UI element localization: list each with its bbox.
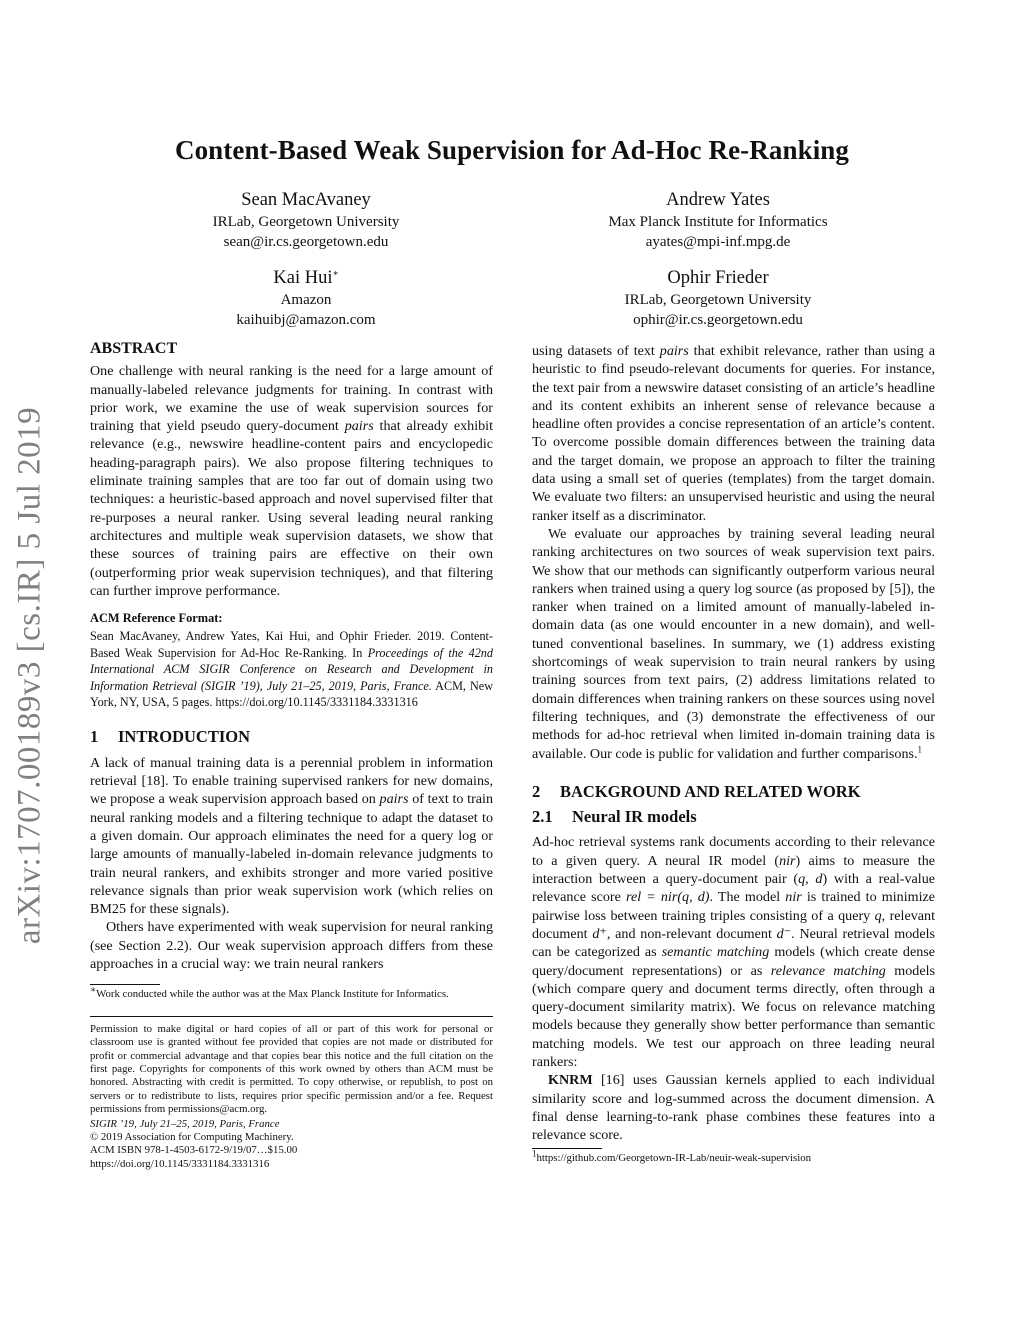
author-email: ophir@ir.cs.georgetown.edu (633, 312, 803, 328)
abstract-heading: ABSTRACT (90, 340, 178, 357)
author-block-2 (518, 188, 918, 252)
intro-paragraph-3: using datasets of text pairs that exhibit relevance, rather than using a heuristic to find pseudo-relevant documents for queries. For instance, the text pair from a newswire dataset consisting of an article’s headline and its content exhibits an inherent sense of relevance because a headline often provides a concise representation of an article’s content. To overcome possible domain differences between the training data and the target domain, we propose an approach to filter the training data using a small set of queries (templates) from the target domain. We evaluate two filters: an unsupervised heuristic and using the neural ranker itself as a discriminator. (532, 343, 935, 524)
venue-line: SIGIR ’19, July 21–25, 2019, Paris, France (90, 1117, 280, 1130)
intro-paragraph-4: We evaluate our approaches by training several leading neural ranking architectures on two sources of weak supervision text pairs. We show that our methods can significantly outperform various neural rankers when trained using a query log source (as proposed by [5]), the ranker when trained on a limited amount of manually-labeled in-domain data (as one would encounter in a new domain), and well-tuned conventional baselines. In summary, we (1) address existing shortcomings of weak supervision to train neural rankers by using training sources from text pairs, (2) address limitations related to domain differences when training rankers on these sources using novel filtering techniques, and (3) demonstrate the effectiveness of our methods for ad-hoc retrieval when limited in-domain training data is available. Our code is public for validation and further comparisons.$^1$ (532, 525, 935, 762)
section-heading-background: 2 BACKGROUND AND RELATED WORK (532, 781, 861, 801)
arxiv-stamp: arXiv:1707.00189v3 [cs.IR] 5 Jul 2019 (11, 406, 48, 945)
footnote-mark: ∗ (332, 267, 339, 278)
footnote-rule (532, 1148, 602, 1149)
author-name: Sean MacAvaney (241, 190, 371, 210)
author-email: sean@ir.cs.georgetown.edu (223, 234, 389, 250)
subsection-heading-neural-ir: 2.1 Neural IR models (532, 807, 697, 827)
author-name: Kai Hui∗ (273, 267, 339, 288)
permission-block (90, 1023, 493, 1171)
footnote-mark: 1 (917, 743, 922, 754)
acm-ref-text: Sean MacAvaney, Andrew Yates, Kai Hui, and Ophir Frieder. 2019. Content-Based Weak Supervision for Ad-Hoc Re-Ranking. In Proceedings of the 42nd International ACM SIGIR Conference on Research and Development in Information Retrieval (SIGIR ’19), July 21–25, 2019, Paris, France. ACM, New York, NY, USA, 5 pages. https://doi.org/10.1145/3331184.3331316 (90, 629, 493, 710)
author-block-3 (106, 266, 506, 330)
acm-ref-heading: ACM Reference Format: (90, 611, 223, 626)
footnote-1: $^1$https://github.com/Georgetown-IR-Lab/neuir-weak-supervision (532, 1148, 812, 1165)
footnote-star: ∗Work conducted while the author was at the Max Planck Institute for Informatics. (90, 984, 449, 1001)
doi-line: https://doi.org/10.1145/3331184.3331316 (90, 1157, 270, 1170)
left-column (90, 340, 493, 1171)
right-column (532, 342, 935, 1166)
author-name: Andrew Yates (666, 190, 770, 210)
author-affiliation: Amazon (280, 292, 332, 308)
author-block-1 (106, 188, 506, 252)
abstract-text: One challenge with neural ranking is the need for a large amount of manually-labeled relevance judgments for training. In contrast with prior work, we examine the use of weak supervision sources for training that yield pseudo query-document pairs that already exhibit relevance (e.g., newswire headline-content pairs and encyclopedic heading-paragraph pairs). We also propose filtering techniques to eliminate training samples that are too far out of domain using two techniques: a heuristic-based approach and novel supervised filter that re-purposes a neural ranker. Using several leading neural ranking architectures and multiple weak supervision datasets, we show that these sources of training pairs are effective on their own (outperforming prior weak supervision techniques), and that filtering can further improve performance. (90, 363, 493, 599)
author-affiliation: IRLab, Georgetown University (624, 292, 812, 308)
author-affiliation: IRLab, Georgetown University (212, 214, 400, 230)
permission-rule (90, 1016, 493, 1017)
neural-ir-paragraph: Ad-hoc retrieval systems rank documents according to their relevance to a given query. A neural IR model (nir) aims to measure the interaction between a query-document pair (q, d) with a real-value relevance score rel = nir(q, d). The model nir is trained to minimize pairwise loss between training triples consisting of a query q, relevant document d⁺, and non-relevant document d⁻. Neural retrieval models can be categorized as semantic matching models (which create dense query/document representations) or as relevance matching models (which compare query and document terms directly, often through a query-document similarity matrix). We focus on relevance matching models because they generally show better performance than semantic matching models. We test our approach on three leading neural rankers: (532, 834, 936, 1070)
intro-paragraph-2: Others have experimented with weak supervision for neural ranking (see Section 2.2). Our weak supervision approach differs from these approaches in a crucial way: we train neural rankers (90, 919, 493, 973)
permission-text: Permission to make digital or hard copies of all or part of this work for personal or classroom use is granted without fee provided that copies are not made or distributed for profit or commercial advantage and that copies bear this notice and the full citation on the first page. Copyrights for components of this work owned by others than ACM must be honored. Abstracting with credit is permitted. To copy otherwise, or republish, to post on servers or to redistribute to lists, requires prior specific permission and/or a fee. Request permissions from permissions@acm.org. (90, 1022, 493, 1116)
author-email: ayates@mpi-inf.mpg.de (645, 234, 791, 250)
intro-paragraph-1: A lack of manual training data is a perennial problem in information retrieval [18]. To enable training supervised rankers for new domains, we propose a weak supervision approach based on pairs of text to train neural ranking models and a filtering technique to adapt the dataset to a given domain. Our approach eliminates the need for a query log or large amounts of manually-labeled in-domain relevance judgments to train neural rankers, and exhibits stronger and more varied positive relevance signals than prior weak supervision work (which relies on BM25 for these signals). (90, 754, 493, 918)
section-heading-introduction: 1 INTRODUCTION (90, 727, 251, 747)
author-name: Ophir Frieder (667, 268, 769, 288)
author-affiliation: Max Planck Institute for Informatics (608, 214, 828, 230)
author-email: kaihuibj@amazon.com (236, 312, 376, 328)
footnote-rule (90, 984, 160, 985)
copyright-line: © 2019 Association for Computing Machinery. (90, 1131, 294, 1143)
paper-title: Content-Based Weak Supervision for Ad-Hoc Re-Ranking (174, 135, 850, 165)
isbn-line: ACM ISBN 978-1-4503-6172-9/19/07…$15.00 (90, 1144, 298, 1157)
knrm-paragraph: KNRM [16] uses Gaussian kernels applied to each individual similarity score and log-summed across the document dimension. A final dense learning-to-rank phase combines these features into a relevance score. (532, 1072, 935, 1144)
author-block-4 (518, 266, 918, 330)
